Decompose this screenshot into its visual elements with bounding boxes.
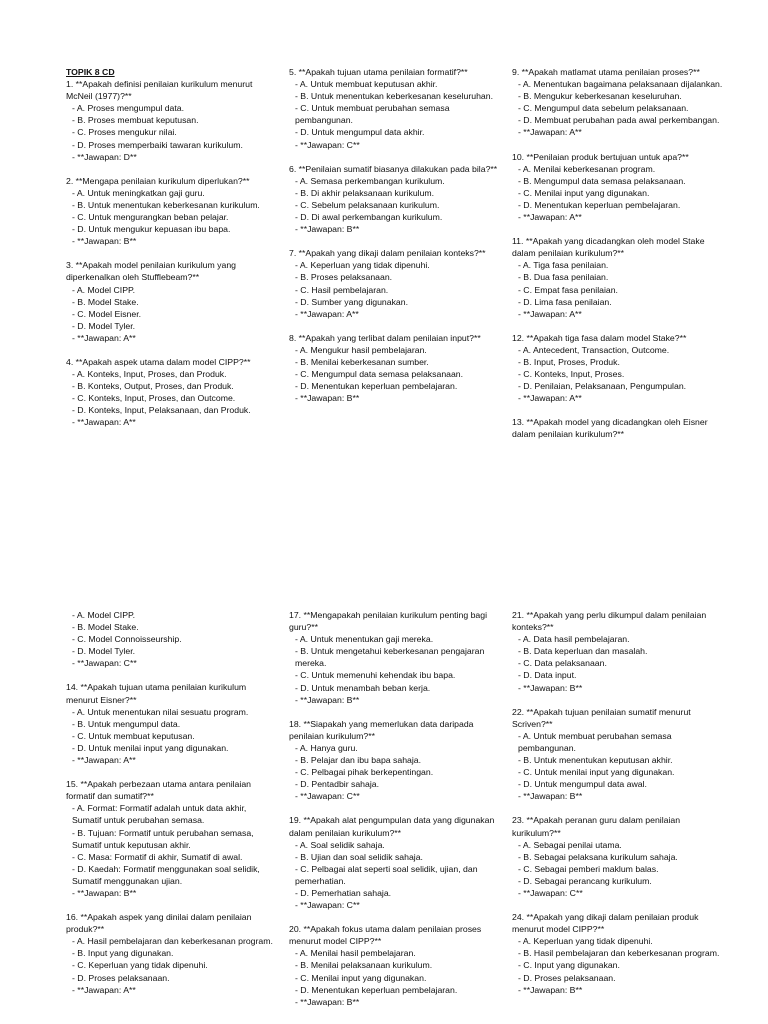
answer-option: - A. Data hasil pembelajaran. [518, 634, 630, 645]
answer-key: - **Jawapan: A** [72, 417, 136, 428]
answer-option: - D. Proses memperbaiki tawaran kurikulum. [72, 139, 243, 150]
answer-key: - **Jawapan: A** [72, 984, 136, 995]
answer-option: - C. Untuk menilai input yang digunakan. [518, 767, 675, 778]
answer-option: - A. Tiga fasa penilaian. [518, 260, 609, 271]
answer-option: - D. Penilaian, Pelaksanaan, Pengumpulan. [518, 381, 687, 392]
answer-option: - B. Hasil pembelajaran dan keberkesanan program. [518, 948, 720, 959]
answer-option: - A. Mengukur hasil pembelajaran. [295, 344, 427, 355]
answer-key: - **Jawapan: B** [518, 682, 583, 693]
answer-option: - B. Sebagai pelaksana kurikulum sahaja. [518, 851, 678, 862]
answer-option: - C. Untuk membuat keputusan. [72, 730, 195, 741]
question-block [66, 609, 278, 669]
answer-option: - D. Menentukan keperluan pembelajaran. [295, 984, 458, 995]
question-text: 4. **Apakah aspek utama dalam model CIPP?** [66, 356, 251, 367]
question-text: 1. **Apakah definisi penilaian kurikulum menurut McNeil (1977)?** [66, 79, 253, 102]
answer-option: - C. Proses mengukur nilai. [72, 127, 177, 138]
answer-option: - D. Di awal perkembangan kurikulum. [295, 212, 443, 223]
answer-option: - C. Konteks, Input, Proses, dan Outcome. [72, 393, 236, 404]
answer-key: - **Jawapan: D** [72, 151, 137, 162]
answer-option: - B. Tujuan: Formatif untuk perubahan semasa, Sumatif untuk keputusan akhir. [72, 827, 254, 850]
answer-key: - **Jawapan: B** [72, 236, 137, 247]
answer-option: - D. Model Tyler. [72, 646, 136, 657]
answer-option: - B. Input, Proses, Produk. [518, 356, 620, 367]
page-bottom [0, 512, 768, 1024]
answer-option: - B. Mengumpul data semasa pelaksanaan. [518, 175, 686, 186]
answer-option: - C. Menilai input yang digunakan. [518, 187, 650, 198]
answer-option: - B. Konteks, Output, Proses, dan Produk. [72, 381, 234, 392]
answer-option: - D. Model Tyler. [72, 320, 136, 331]
question-block [289, 247, 501, 320]
question-text: 10. **Penilaian produk bertujuan untuk apa?** [512, 151, 689, 162]
question-text: 8. **Apakah yang terlibat dalam penilaian input?** [289, 332, 481, 343]
answer-option: - B. Proses membuat keputusan. [72, 115, 199, 126]
column-3 [512, 512, 724, 1008]
question-block [512, 66, 724, 139]
question-block [66, 356, 278, 429]
question-list [66, 609, 278, 996]
question-block [289, 609, 501, 706]
answer-option: - D. Proses pelaksanaan. [518, 972, 616, 983]
answer-key: - **Jawapan: B** [518, 984, 583, 995]
answer-option: - D. Sumber yang digunakan. [295, 296, 409, 307]
answer-option: - C. Untuk membuat perubahan semasa pembangunan. [295, 103, 450, 126]
answer-option: - A. Format: Formatif adalah untuk data akhir, Sumatif untuk perubahan semasa. [72, 803, 247, 826]
question-block [66, 78, 278, 163]
answer-option: - B. Untuk mengumpul data. [72, 718, 181, 729]
answer-option: - C. Data pelaksanaan. [518, 658, 607, 669]
answer-key: - **Jawapan: A** [72, 332, 136, 343]
answer-option: - D. Data input. [518, 670, 577, 681]
question-text: 9. **Apakah matlamat utama penilaian proses?** [512, 67, 700, 77]
answer-option: - D. Untuk mengumpul data awal. [518, 779, 647, 790]
answer-option: - A. Hasil pembelajaran dan keberkesanan program. [72, 936, 273, 947]
question-text: 12. **Apakah tiga fasa dalam model Stake?** [512, 332, 687, 343]
answer-option: - D. Lima fasa penilaian. [518, 296, 612, 307]
answer-option: - B. Model Stake. [72, 622, 139, 633]
answer-option: - C. Pelbagai pihak berkepentingan. [295, 767, 434, 778]
answer-key: - **Jawapan: A** [518, 127, 582, 138]
column-2 [289, 0, 501, 416]
answer-option: - A. Untuk membuat perubahan semasa pembangunan. [518, 730, 672, 753]
answer-option: - B. Di akhir pelaksanaan kurikulum. [295, 187, 435, 198]
answer-key: - **Jawapan: C** [295, 139, 360, 150]
answer-option: - D. Proses pelaksanaan. [72, 972, 170, 983]
question-block [66, 778, 278, 899]
question-block [289, 814, 501, 911]
answer-key: - **Jawapan: C** [72, 658, 137, 669]
answer-option: - B. Menilai pelaksanaan kurikulum. [295, 960, 433, 971]
answer-option: - D. Membuat perubahan pada awal perkembangan. [518, 115, 720, 126]
answer-option: - C. Model Connoisseurship. [72, 634, 182, 645]
question-block [289, 66, 501, 151]
question-text: 24. **Apakah yang dikaji dalam penilaian produk menurut model CIPP?** [512, 912, 699, 935]
question-block [66, 259, 278, 344]
answer-option: - A. Hanya guru. [295, 742, 358, 753]
answer-option: - D. Pemerhatian sahaja. [295, 887, 392, 898]
answer-option: - A. Menentukan bagaimana pelaksanaan dijalankan. [518, 79, 723, 90]
answer-option: - C. Keperluan yang tidak dipenuhi. [72, 960, 208, 971]
answer-option: - A. Konteks, Input, Proses, dan Produk. [72, 369, 227, 380]
question-list [289, 609, 501, 1008]
question-block [512, 814, 724, 899]
answer-option: - C. Untuk mengurangkan beban pelajar. [72, 212, 229, 223]
question-text: 6. **Penilaian sumatif biasanya dilakukan pada bila?** [289, 163, 498, 174]
answer-option: - B. Untuk mengetahui keberkesanan pengajaran mereka. [295, 646, 485, 669]
answer-option: - A. Proses mengumpul data. [72, 103, 185, 114]
answer-option: - A. Keperluan yang tidak dipenuhi. [295, 260, 430, 271]
answer-option: - B. Dua fasa penilaian. [518, 272, 609, 283]
column-3 [512, 0, 724, 453]
question-text: 13. **Apakah model yang dicadangkan oleh Eisner dalam penilaian kurikulum?** [512, 417, 708, 440]
question-text: 15. **Apakah perbezaan utama antara penilaian formatif dan sumatif?** [66, 779, 251, 802]
answer-key: - **Jawapan: A** [518, 308, 582, 319]
answer-option: - B. Mengukur keberkesanan keseluruhan. [518, 91, 682, 102]
answer-option: - C. Mengumpul data semasa pelaksanaan. [295, 369, 464, 380]
question-block [289, 923, 501, 1008]
answer-option: - A. Antecedent, Transaction, Outcome. [518, 344, 670, 355]
answer-option: - A. Menilai keberkesanan program. [518, 163, 656, 174]
answer-option: - B. Model Stake. [72, 296, 139, 307]
answer-option: - C. Sebelum pelaksanaan kurikulum. [295, 199, 440, 210]
question-block [512, 332, 724, 405]
answer-option: - C. Empat fasa penilaian. [518, 284, 618, 295]
answer-option: - A. Keperluan yang tidak dipenuhi. [518, 936, 653, 947]
answer-key: - **Jawapan: B** [295, 224, 360, 235]
answer-key: - **Jawapan: B** [295, 393, 360, 404]
answer-key: - **Jawapan: B** [295, 694, 360, 705]
question-text: 23. **Apakah peranan guru dalam penilaian kurikulum?** [512, 815, 681, 838]
answer-option: - B. Ujian dan soal selidik sahaja. [295, 851, 423, 862]
answer-option: - D. Pentadbir sahaja. [295, 779, 380, 790]
answer-option: - B. Untuk menentukan keberkesanan keseluruhan. [295, 91, 494, 102]
question-block [512, 911, 724, 996]
answer-option: - D. Menentukan keperluan pembelajaran. [295, 381, 458, 392]
question-text: 5. **Apakah tujuan utama penilaian formatif?** [289, 67, 468, 77]
answer-option: - A. Semasa perkembangan kurikulum. [295, 175, 445, 186]
answer-key: - **Jawapan: A** [518, 393, 582, 404]
question-list [512, 66, 724, 441]
answer-option: - D. Untuk mengukur kepuasan ibu bapa. [72, 224, 231, 235]
answer-option: - A. Untuk menentukan gaji mereka. [295, 634, 434, 645]
answer-key: - **Jawapan: B** [72, 887, 137, 898]
question-block [66, 175, 278, 248]
question-text: 17. **Mengapakah penilaian kurikulum penting bagi guru?** [289, 610, 488, 633]
question-block [512, 151, 724, 224]
answer-option: - A. Untuk meningkatkan gaji guru. [72, 187, 205, 198]
answer-option: - A. Model CIPP. [72, 610, 136, 620]
question-text: 3. **Apakah model penilaian kurikulum yang diperkenalkan oleh Stufflebeam?** [66, 260, 236, 283]
answer-option: - C. Input yang digunakan. [518, 960, 620, 971]
question-text: 11. **Apakah yang dicadangkan oleh model Stake dalam penilaian kurikulum?** [512, 236, 705, 259]
answer-option: - D. Menentukan keperluan pembelajaran. [518, 199, 681, 210]
topic-title: TOPIK 8 CD [66, 67, 115, 77]
answer-option: - B. Untuk menentukan keberkesanan kurikulum. [72, 199, 260, 210]
answer-option: - D. Sebagai perancang kurikulum. [518, 875, 652, 886]
answer-option: - C. Pelbagai alat seperti soal selidik, ujian, dan pemerhatian. [295, 863, 478, 886]
question-block [66, 911, 278, 996]
question-block [512, 416, 724, 440]
answer-option: - C. Mengumpul data sebelum pelaksanaan. [518, 103, 689, 114]
question-block [512, 609, 724, 694]
column-1 [66, 0, 278, 441]
question-block [289, 718, 501, 803]
answer-key: - **Jawapan: C** [518, 887, 583, 898]
answer-option: - B. Untuk menentukan keputusan akhir. [518, 755, 673, 766]
question-block [289, 163, 501, 236]
question-text: 7. **Apakah yang dikaji dalam penilaian konteks?** [289, 248, 486, 259]
answer-option: - C. Model Eisner. [72, 308, 142, 319]
question-text: 16. **Apakah aspek yang dinilai dalam penilaian produk?** [66, 912, 252, 935]
answer-key: - **Jawapan: A** [518, 212, 582, 223]
answer-option: - C. Menilai input yang digunakan. [295, 972, 427, 983]
question-block [512, 706, 724, 803]
question-block [512, 235, 724, 320]
question-text: 19. **Apakah alat pengumpulan data yang digunakan dalam penilaian kurikulum?** [289, 815, 495, 838]
answer-option: - A. Soal selidik sahaja. [295, 839, 385, 850]
answer-option: - C. Masa: Formatif di akhir, Sumatif di awal. [72, 851, 243, 862]
answer-option: - B. Input yang digunakan. [72, 948, 174, 959]
answer-option: - B. Data keperluan dan masalah. [518, 646, 648, 657]
answer-option: - C. Untuk memenuhi kehendak ibu bapa. [295, 670, 456, 681]
answer-option: - D. Kaedah: Formatif menggunakan soal selidik, Sumatif menggunakan ujian. [72, 863, 260, 886]
question-text: 20. **Apakah fokus utama dalam penilaian proses menurut model CIPP?** [289, 924, 482, 947]
answer-option: - C. Sebagai pemberi maklum balas. [518, 863, 659, 874]
answer-key: - **Jawapan: A** [295, 308, 359, 319]
question-text: 14. **Apakah tujuan utama penilaian kurikulum menurut Eisner?** [66, 682, 247, 705]
question-block [66, 681, 278, 766]
answer-option: - C. Hasil pembelajaran. [295, 284, 389, 295]
answer-option: - A. Untuk membuat keputusan akhir. [295, 79, 438, 90]
answer-option: - D. Untuk mengumpul data akhir. [295, 127, 425, 138]
answer-option: - A. Menilai hasil pembelajaran. [295, 948, 416, 959]
question-text: 22. **Apakah tujuan penilaian sumatif menurut Scriven?** [512, 706, 691, 729]
answer-option: - A. Untuk menentukan nilai sesuatu program. [72, 706, 249, 717]
answer-option: - A. Sebagai penilai utama. [518, 839, 622, 850]
answer-key: - **Jawapan: A** [72, 755, 136, 766]
answer-option: - A. Model CIPP. [72, 284, 136, 295]
question-text: 21. **Apakah yang perlu dikumpul dalam penilaian konteks?** [512, 610, 707, 633]
column-2 [289, 512, 501, 1020]
answer-option: - B. Menilai keberkesanan sumber. [295, 356, 429, 367]
answer-option: - D. Konteks, Input, Pelaksanaan, dan Produk. [72, 405, 251, 416]
answer-option: - D. Untuk menambah beban kerja. [295, 682, 431, 693]
column-1 [66, 512, 278, 1008]
question-block [289, 332, 501, 405]
answer-key: - **Jawapan: B** [295, 996, 360, 1007]
answer-option: - B. Pelajar dan ibu bapa sahaja. [295, 755, 422, 766]
answer-key: - **Jawapan: C** [295, 791, 360, 802]
answer-key: - **Jawapan: B** [518, 791, 583, 802]
answer-option: - B. Proses pelaksanaan. [295, 272, 393, 283]
answer-option: - D. Untuk menilai input yang digunakan. [72, 742, 229, 753]
question-list [66, 78, 278, 428]
answer-key: - **Jawapan: C** [295, 900, 360, 911]
question-list [512, 609, 724, 996]
question-text: 2. **Mengapa penilaian kurikulum diperlukan?** [66, 175, 250, 186]
question-text: 18. **Siapakah yang memerlukan data daripada penilaian kurikulum?** [289, 718, 474, 741]
answer-option: - C. Konteks, Input, Proses. [518, 369, 625, 380]
question-list [289, 66, 501, 404]
